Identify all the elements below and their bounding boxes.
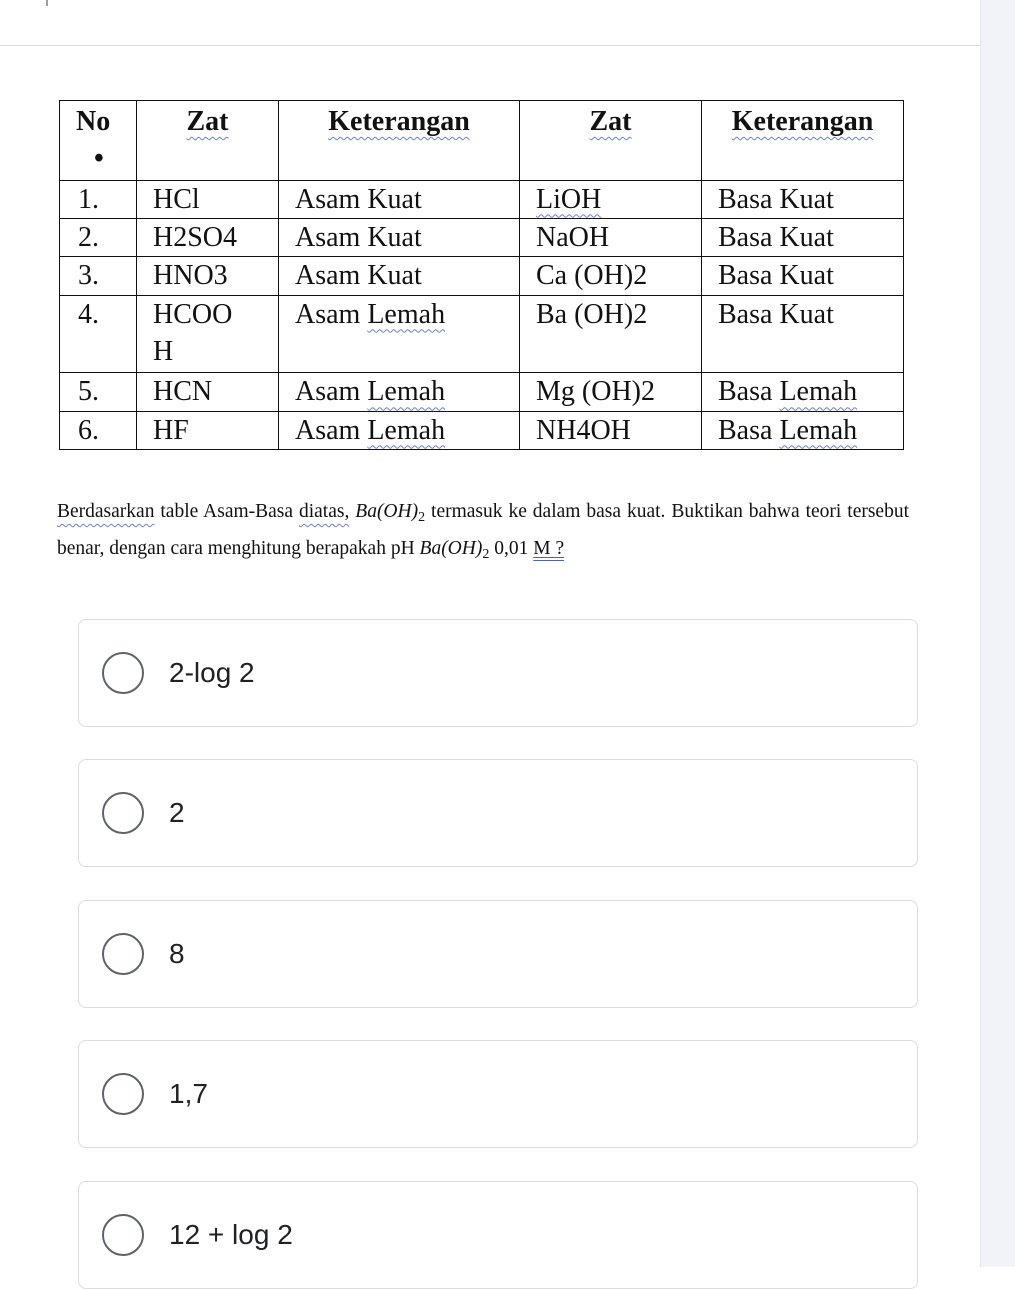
row-no: 3.	[60, 257, 137, 295]
acid-cell: HCN	[137, 373, 279, 411]
radio-button[interactable]	[102, 1214, 144, 1256]
base-note-cell: Basa Kuat	[702, 295, 904, 373]
row-no: 1.	[60, 180, 137, 218]
radio-button[interactable]	[102, 933, 144, 975]
table-row	[60, 219, 904, 257]
base-note-cell: Basa Lemah	[702, 373, 904, 411]
row-no: 5.	[60, 373, 137, 411]
acid-base-table	[59, 100, 904, 450]
base-cell: Ba (OH)2	[520, 295, 702, 373]
acid-note-cell: Asam Lemah	[279, 295, 520, 373]
table-header-row	[60, 101, 904, 181]
header-divider	[0, 45, 980, 46]
acid-note-cell: Asam Lemah	[279, 411, 520, 449]
header-base-zat: Zat	[520, 101, 702, 181]
answer-option-4[interactable]	[78, 1040, 918, 1148]
base-cell: NH4OH	[520, 411, 702, 449]
radio-button[interactable]	[102, 792, 144, 834]
top-tick-mark	[46, 0, 48, 6]
answer-option-5[interactable]	[78, 1181, 918, 1289]
answer-option-3[interactable]	[78, 900, 918, 1008]
acid-cell: H2SO4	[137, 219, 279, 257]
option-label: 2	[169, 797, 185, 828]
question-text: Berdasarkan table Asam-Basa diatas, $Ba(OH)_2$ termasuk ke dalam basa kuat. Buktikan bahwa teori tersebut benar, dengan cara menghitung berapakah pH $Ba(OH)_2$ 0,01 M ?	[57, 501, 910, 562]
base-cell: NaOH	[520, 219, 702, 257]
radio-button[interactable]	[102, 1073, 144, 1115]
base-cell: Ca (OH)2	[520, 257, 702, 295]
table-row	[60, 180, 904, 218]
base-note-cell: Basa Lemah	[702, 411, 904, 449]
base-note-cell: Basa Kuat	[702, 257, 904, 295]
acid-note-cell: Asam Kuat	[279, 180, 520, 218]
option-label: 8	[169, 938, 185, 969]
table-row	[60, 295, 904, 373]
row-no: 6.	[60, 411, 137, 449]
option-label: 2-log 2	[169, 657, 255, 688]
header-no: No •	[60, 101, 137, 181]
base-note-cell: Basa Kuat	[702, 219, 904, 257]
header-acid-zat: Zat	[137, 101, 279, 181]
base-cell: Mg (OH)2	[520, 373, 702, 411]
row-no: 2.	[60, 219, 137, 257]
table-row	[60, 411, 904, 449]
table-row	[60, 373, 904, 411]
acid-cell: HF	[137, 411, 279, 449]
acid-cell: HCOO H	[137, 295, 279, 373]
acid-cell: HCl	[137, 180, 279, 218]
acid-cell: HNO3	[137, 257, 279, 295]
answer-option-2[interactable]	[78, 759, 918, 867]
base-note-cell: Basa Kuat	[702, 180, 904, 218]
header-base-keterangan: Keterangan	[702, 101, 904, 181]
acid-note-cell: Asam Lemah	[279, 373, 520, 411]
acid-note-cell: Asam Kuat	[279, 257, 520, 295]
row-no: 4.	[60, 295, 137, 373]
acid-note-cell: Asam Kuat	[279, 219, 520, 257]
base-cell: LiOH	[520, 180, 702, 218]
option-label: 1,7	[169, 1078, 208, 1109]
answer-option-1[interactable]	[78, 619, 918, 727]
header-acid-keterangan: Keterangan	[279, 101, 520, 181]
option-label: 12 + log 2	[169, 1219, 293, 1250]
table-row	[60, 257, 904, 295]
right-scroll-strip	[980, 0, 1015, 1267]
radio-button[interactable]	[102, 652, 144, 694]
